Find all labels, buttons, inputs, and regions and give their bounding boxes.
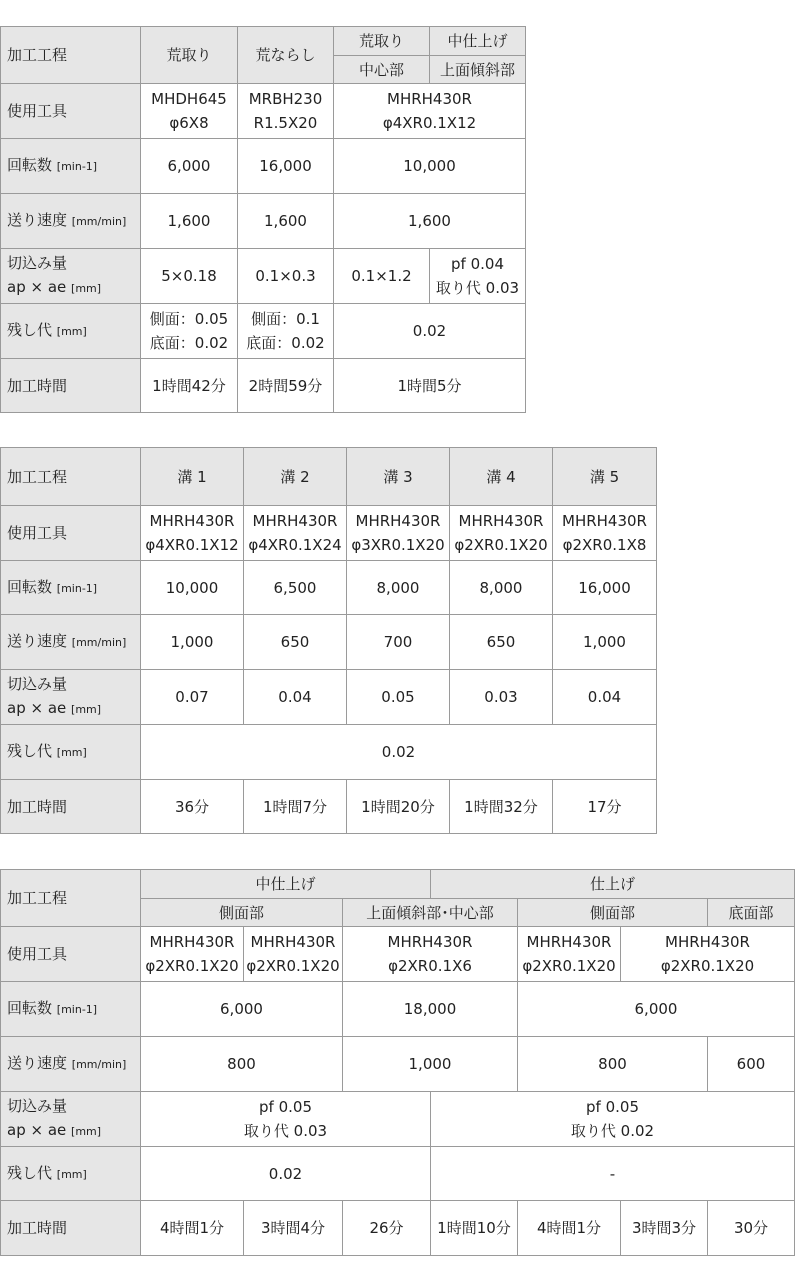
table-grooves [0,447,657,834]
tool-cell: MHRH430R φ4XR0.1X24 [244,506,347,561]
rpm-cell: 8,000 [347,561,450,615]
row-label-process: 加工工程 [1,27,141,84]
row-label-rpm: 回転数 [min-1] [1,561,141,615]
header-groove-3: 溝 3 [347,448,450,506]
cut-cell: pf 0.05 取り代 0.02 [431,1092,795,1147]
cut-cell: pf 0.04 取り代 0.03 [430,249,526,304]
time-cell: 1時間5分 [334,359,526,413]
time-cell: 1時間10分 [431,1201,518,1256]
time-cell: 17分 [553,780,657,834]
row-label-tool: 使用工具 [1,927,141,982]
header-groove-5: 溝 5 [553,448,657,506]
header-mid: 中仕上げ [141,870,431,899]
time-cell: 1時間32分 [450,780,553,834]
row-label-stock: 残し代 [mm] [1,1147,141,1201]
header-rough: 荒取り [141,27,238,84]
rpm-cell: 10,000 [334,139,526,194]
header-center: 中心部 [334,56,430,84]
header-slope-center: 上面傾斜部･中心部 [343,899,518,927]
time-cell: 1時間7分 [244,780,347,834]
header-groove-1: 溝 1 [141,448,244,506]
row-label-tool: 使用工具 [1,84,141,139]
tool-cell: MHRH430R φ4XR0.1X12 [334,84,526,139]
header-groove-4: 溝 4 [450,448,553,506]
row-label-stock: 残し代 [mm] [1,304,141,359]
rpm-cell: 8,000 [450,561,553,615]
rpm-cell: 6,500 [244,561,347,615]
header-side-1: 側面部 [141,899,343,927]
row-label-process: 加工工程 [1,870,141,927]
header-top-slope: 上面傾斜部 [430,56,526,84]
time-cell: 3時間4分 [244,1201,343,1256]
row-label-process: 加工工程 [1,448,141,506]
row-label-cut: 切込み量 ap × ae [mm] [1,1092,141,1147]
time-cell: 30分 [708,1201,795,1256]
row-label-rpm: 回転数 [min-1] [1,982,141,1037]
rpm-cell: 6,000 [141,982,343,1037]
feed-cell: 650 [450,615,553,670]
tool-cell: MHRH430R φ2XR0.1X6 [343,927,518,982]
tool-cell: MHRH430R φ3XR0.1X20 [347,506,450,561]
header-mid: 中仕上げ [430,27,526,56]
feed-cell: 800 [518,1037,708,1092]
time-cell: 4時間1分 [141,1201,244,1256]
rpm-cell: 16,000 [238,139,334,194]
row-label-time: 加工時間 [1,780,141,834]
row-label-feed: 送り速度 [mm/min] [1,194,141,249]
tool-cell: MHDH645 φ6X8 [141,84,238,139]
rpm-cell: 10,000 [141,561,244,615]
cut-cell: 0.1×0.3 [238,249,334,304]
tool-cell: MHRH430R φ2XR0.1X8 [553,506,657,561]
row-label-tool: 使用工具 [1,506,141,561]
rpm-cell: 16,000 [553,561,657,615]
cut-cell: 0.1×1.2 [334,249,430,304]
header-rough2: 荒取り [334,27,430,56]
table-roughing [0,26,526,413]
tool-cell: MHRH430R φ2XR0.1X20 [244,927,343,982]
row-label-feed: 送り速度 [mm/min] [1,615,141,670]
tool-cell: MHRH430R φ2XR0.1X20 [518,927,621,982]
tool-cell: MHRH430R φ2XR0.1X20 [450,506,553,561]
feed-cell: 1,000 [141,615,244,670]
rpm-cell: 6,000 [518,982,795,1037]
feed-cell: 700 [347,615,450,670]
rpm-cell: 6,000 [141,139,238,194]
stock-cell: 側面：0.1 底面：0.02 [238,304,334,359]
time-cell: 26分 [343,1201,431,1256]
row-label-rpm: 回転数 [min-1] [1,139,141,194]
stock-cell: 0.02 [141,725,657,780]
tool-cell: MHRH430R φ2XR0.1X20 [621,927,795,982]
tool-cell: MHRH430R φ4XR0.1X12 [141,506,244,561]
time-cell: 2時間59分 [238,359,334,413]
row-label-cut: 切込み量 ap × ae [mm] [1,670,141,725]
stock-cell: 側面：0.05 底面：0.02 [141,304,238,359]
cut-cell: 0.03 [450,670,553,725]
tool-cell: MRBH230 R1.5X20 [238,84,334,139]
time-cell: 1時間42分 [141,359,238,413]
cut-cell: 0.04 [244,670,347,725]
feed-cell: 1,600 [334,194,526,249]
header-semi: 荒ならし [238,27,334,84]
rpm-cell: 18,000 [343,982,518,1037]
stock-cell: - [431,1147,795,1201]
time-cell: 36分 [141,780,244,834]
feed-cell: 1,000 [553,615,657,670]
header-side-2: 側面部 [518,899,708,927]
stock-cell: 0.02 [334,304,526,359]
row-label-cut: 切込み量 ap × ae [mm] [1,249,141,304]
cut-cell: 0.05 [347,670,450,725]
feed-cell: 1,600 [141,194,238,249]
feed-cell: 650 [244,615,347,670]
header-groove-2: 溝 2 [244,448,347,506]
header-bottom: 底面部 [708,899,795,927]
row-label-time: 加工時間 [1,1201,141,1256]
cut-cell: 5×0.18 [141,249,238,304]
cut-cell: pf 0.05 取り代 0.03 [141,1092,431,1147]
row-label-feed: 送り速度 [mm/min] [1,1037,141,1092]
feed-cell: 600 [708,1037,795,1092]
cut-cell: 0.07 [141,670,244,725]
time-cell: 4時間1分 [518,1201,621,1256]
cut-cell: 0.04 [553,670,657,725]
tool-cell: MHRH430R φ2XR0.1X20 [141,927,244,982]
feed-cell: 1,600 [238,194,334,249]
header-finish: 仕上げ [431,870,795,899]
stock-cell: 0.02 [141,1147,431,1201]
row-label-stock: 残し代 [mm] [1,725,141,780]
row-label-time: 加工時間 [1,359,141,413]
table-finishing [0,869,795,1256]
time-cell: 1時間20分 [347,780,450,834]
feed-cell: 1,000 [343,1037,518,1092]
time-cell: 3時間3分 [621,1201,708,1256]
feed-cell: 800 [141,1037,343,1092]
